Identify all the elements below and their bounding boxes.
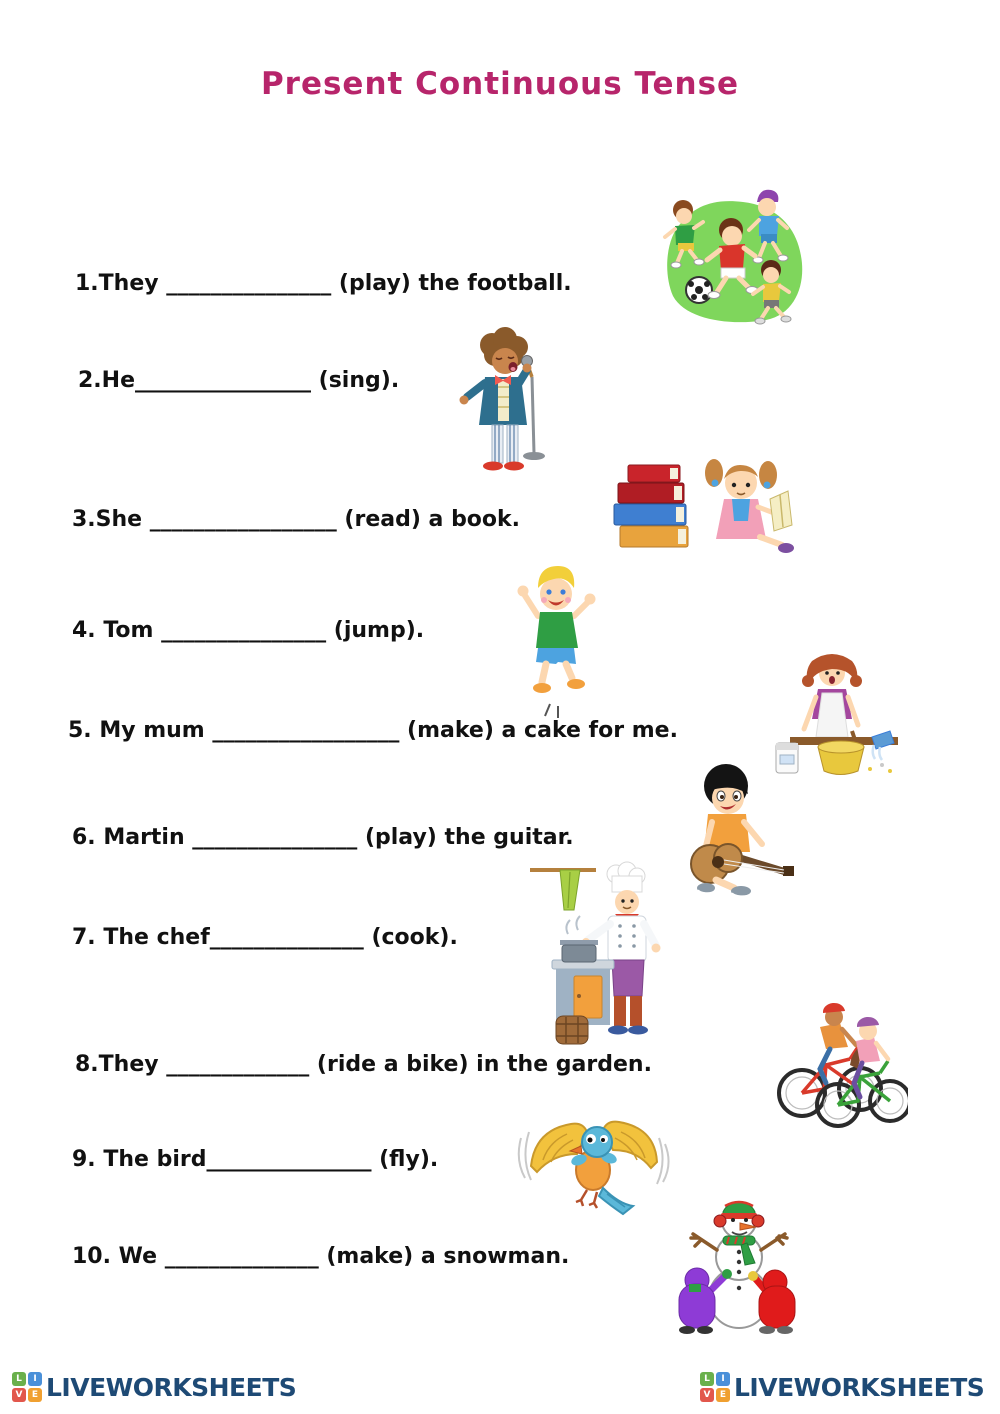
answer-blank-1[interactable]: _______________ bbox=[166, 271, 332, 296]
boy-playing-guitar-image bbox=[650, 760, 798, 908]
question-1 bbox=[75, 270, 572, 298]
question-6-prefix: 6. Martin bbox=[72, 825, 193, 850]
liveworksheets-logo-left[interactable] bbox=[12, 1372, 296, 1402]
question-9-prefix: 9. The bird bbox=[72, 1147, 207, 1172]
question-5 bbox=[68, 717, 678, 745]
answer-blank-5[interactable]: _________________ bbox=[212, 718, 400, 743]
liveworksheets-brand-text: LIVEWORKSHEETS bbox=[734, 1372, 985, 1402]
question-8-prefix: 8.They bbox=[75, 1052, 167, 1077]
logo-tile-l: L bbox=[700, 1372, 714, 1386]
answer-blank-2[interactable]: ________________ bbox=[135, 368, 311, 393]
question-9 bbox=[72, 1146, 438, 1174]
question-5-suffix: (make) a cake for me. bbox=[399, 718, 678, 743]
question-7-suffix: (cook). bbox=[363, 925, 458, 950]
liveworksheets-logo-icon bbox=[12, 1372, 42, 1402]
liveworksheets-logo-right[interactable] bbox=[700, 1372, 984, 1402]
question-9-suffix: (fly). bbox=[371, 1147, 439, 1172]
question-4-suffix: (jump). bbox=[326, 618, 425, 643]
question-7 bbox=[72, 924, 458, 952]
answer-blank-7[interactable]: ______________ bbox=[209, 925, 364, 950]
logo-tile-v: V bbox=[700, 1388, 714, 1402]
question-10-prefix: 10. We bbox=[72, 1244, 165, 1269]
kids-riding-bikes-image bbox=[768, 985, 908, 1130]
boy-jumping-image bbox=[500, 558, 612, 720]
kids-playing-football-image bbox=[650, 178, 812, 330]
liveworksheets-logo-icon bbox=[700, 1372, 730, 1402]
boy-singing-image bbox=[437, 325, 569, 477]
answer-blank-3[interactable]: _________________ bbox=[149, 507, 337, 532]
liveworksheets-brand-text: LIVEWORKSHEETS bbox=[46, 1372, 297, 1402]
question-8-suffix: (ride a bike) in the garden. bbox=[309, 1052, 652, 1077]
bird-flying-image bbox=[515, 1108, 673, 1230]
logo-tile-l: L bbox=[12, 1372, 26, 1386]
answer-blank-9[interactable]: _______________ bbox=[206, 1147, 372, 1172]
logo-tile-e: E bbox=[716, 1388, 730, 1402]
question-2-suffix: (sing). bbox=[311, 368, 400, 393]
question-5-prefix: 5. My mum bbox=[68, 718, 213, 743]
question-8 bbox=[75, 1051, 652, 1079]
logo-tile-v: V bbox=[12, 1388, 26, 1402]
question-10 bbox=[72, 1243, 569, 1271]
question-7-prefix: 7. The chef bbox=[72, 925, 210, 950]
question-3-suffix: (read) a book. bbox=[336, 507, 521, 532]
answer-blank-4[interactable]: _______________ bbox=[161, 618, 327, 643]
question-4 bbox=[72, 617, 424, 645]
question-6 bbox=[72, 824, 574, 852]
kids-making-snowman-image bbox=[663, 1180, 811, 1338]
question-3-prefix: 3.She bbox=[72, 507, 150, 532]
question-4-prefix: 4. Tom bbox=[72, 618, 162, 643]
answer-blank-6[interactable]: _______________ bbox=[192, 825, 358, 850]
question-1-suffix: (play) the football. bbox=[331, 271, 572, 296]
question-1-prefix: 1.They bbox=[75, 271, 167, 296]
question-3 bbox=[72, 506, 520, 534]
answer-blank-10[interactable]: ______________ bbox=[164, 1244, 319, 1269]
answer-blank-8[interactable]: _____________ bbox=[166, 1052, 310, 1077]
question-2 bbox=[78, 367, 399, 395]
logo-tile-i: I bbox=[28, 1372, 42, 1386]
chef-cooking-image bbox=[522, 860, 664, 1045]
question-6-suffix: (play) the guitar. bbox=[357, 825, 574, 850]
question-2-prefix: 2.He bbox=[78, 368, 135, 393]
soccer-ball bbox=[686, 277, 712, 303]
logo-tile-i: I bbox=[716, 1372, 730, 1386]
logo-tile-e: E bbox=[28, 1388, 42, 1402]
page-title: Present Continuous Tense bbox=[260, 66, 740, 102]
question-10-suffix: (make) a snowman. bbox=[318, 1244, 570, 1269]
girl-reading-book-image bbox=[612, 437, 794, 577]
